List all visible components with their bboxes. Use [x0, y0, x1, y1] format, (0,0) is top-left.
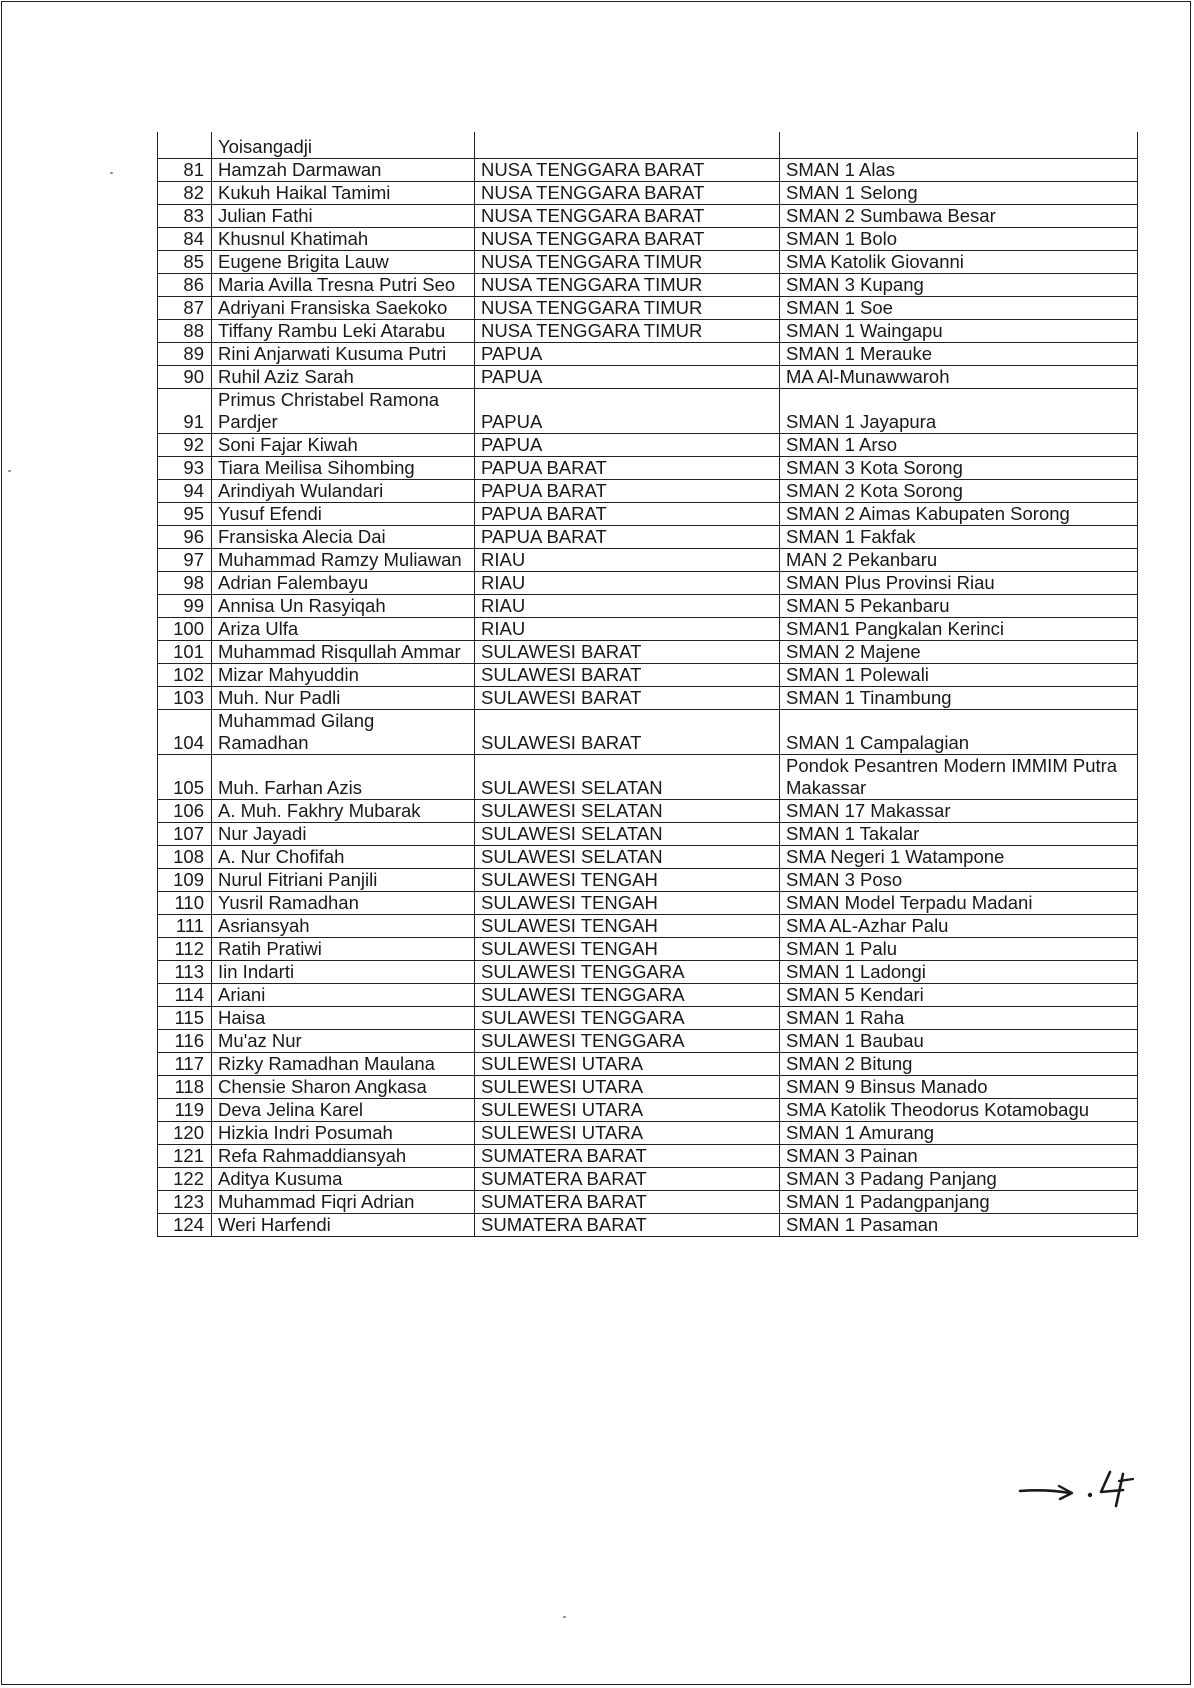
province-cell: SULAWESI TENGGARA	[475, 1007, 780, 1030]
school-cell: SMAN 1 Raha	[780, 1007, 1138, 1030]
table-row	[158, 503, 1138, 526]
province-cell: NUSA TENGGARA TIMUR	[475, 274, 780, 297]
participant-name-cell: Yusuf Efendi	[212, 503, 475, 526]
school-cell: MA Al-Munawwaroh	[780, 366, 1138, 389]
row-number-cell: 89	[158, 343, 212, 366]
row-number-cell: 88	[158, 320, 212, 343]
participant-name-cell: Tiffany Rambu Leki Atarabu	[212, 320, 475, 343]
participant-name-cell: Asriansyah	[212, 915, 475, 938]
table-row	[158, 274, 1138, 297]
participant-name-cell: Muhammad Gilang Ramadhan	[212, 710, 475, 755]
table-row	[158, 1099, 1138, 1122]
province-cell: RIAU	[475, 549, 780, 572]
school-cell	[780, 132, 1138, 159]
table-row	[158, 800, 1138, 823]
province-cell: SULAWESI TENGAH	[475, 892, 780, 915]
province-cell: SULAWESI TENGAH	[475, 915, 780, 938]
school-cell: SMAN 1 Fakfak	[780, 526, 1138, 549]
participant-name-cell: Nur Jayadi	[212, 823, 475, 846]
school-cell: SMAN 3 Poso	[780, 869, 1138, 892]
table-row	[158, 389, 1138, 434]
participant-name-cell: Rizky Ramadhan Maulana	[212, 1053, 475, 1076]
participant-name-cell: Rini Anjarwati Kusuma Putri	[212, 343, 475, 366]
school-cell: SMAN 1 Palu	[780, 938, 1138, 961]
row-number-cell: 99	[158, 595, 212, 618]
participant-table-body	[158, 132, 1138, 1237]
row-number-cell: 112	[158, 938, 212, 961]
province-cell: NUSA TENGGARA BARAT	[475, 182, 780, 205]
row-number-cell: 83	[158, 205, 212, 228]
row-number-cell: 102	[158, 664, 212, 687]
participant-name-cell: Primus Christabel Ramona Pardjer	[212, 389, 475, 434]
province-cell	[475, 132, 780, 159]
province-cell: PAPUA	[475, 389, 780, 434]
row-number-cell: 116	[158, 1030, 212, 1053]
school-cell: SMAN 1 Tinambung	[780, 687, 1138, 710]
province-cell: SUMATERA BARAT	[475, 1191, 780, 1214]
province-cell: RIAU	[475, 618, 780, 641]
participant-name-cell: Arindiyah Wulandari	[212, 480, 475, 503]
table-row	[158, 366, 1138, 389]
participant-name-cell: Muhammad Ramzy Muliawan	[212, 549, 475, 572]
row-number-cell: 120	[158, 1122, 212, 1145]
province-cell: SULEWESI UTARA	[475, 1076, 780, 1099]
row-number-cell: 118	[158, 1076, 212, 1099]
participant-name-cell: Julian Fathi	[212, 205, 475, 228]
school-cell: SMAN 2 Bitung	[780, 1053, 1138, 1076]
row-number-cell: 92	[158, 434, 212, 457]
row-number-cell: 81	[158, 159, 212, 182]
participant-name-cell: Ruhil Aziz Sarah	[212, 366, 475, 389]
table-row	[158, 710, 1138, 755]
province-cell: SULAWESI TENGGARA	[475, 984, 780, 1007]
participant-name-cell: Ratih Pratiwi	[212, 938, 475, 961]
province-cell: SULAWESI SELATAN	[475, 823, 780, 846]
province-cell: SUMATERA BARAT	[475, 1145, 780, 1168]
table-row	[158, 595, 1138, 618]
school-cell: SMA Katolik Giovanni	[780, 251, 1138, 274]
province-cell: SULAWESI TENGAH	[475, 869, 780, 892]
table-row	[158, 480, 1138, 503]
scan-speck	[563, 1616, 566, 1618]
participant-name-cell: Ariza Ulfa	[212, 618, 475, 641]
participant-name-cell: Chensie Sharon Angkasa	[212, 1076, 475, 1099]
school-cell: Pondok Pesantren Modern IMMIM Putra Makassar	[780, 755, 1138, 800]
school-cell: SMAN1 Pangkalan Kerinci	[780, 618, 1138, 641]
row-number-cell: 82	[158, 182, 212, 205]
school-cell: SMAN 1 Arso	[780, 434, 1138, 457]
participant-name-cell: Eugene Brigita Lauw	[212, 251, 475, 274]
school-cell: SMA Negeri 1 Watampone	[780, 846, 1138, 869]
row-number-cell: 109	[158, 869, 212, 892]
table-row	[158, 915, 1138, 938]
participant-name-cell: Mizar Mahyuddin	[212, 664, 475, 687]
table-row	[158, 205, 1138, 228]
participant-name-cell: Haisa	[212, 1007, 475, 1030]
school-cell: SMAN 1 Merauke	[780, 343, 1138, 366]
province-cell: PAPUA BARAT	[475, 503, 780, 526]
table-row	[158, 549, 1138, 572]
table-row	[158, 1122, 1138, 1145]
row-number-cell: 97	[158, 549, 212, 572]
table-row	[158, 846, 1138, 869]
row-number-cell: 110	[158, 892, 212, 915]
province-cell: SULEWESI UTARA	[475, 1122, 780, 1145]
row-number-cell: 90	[158, 366, 212, 389]
table-row	[158, 823, 1138, 846]
table-row	[158, 1168, 1138, 1191]
province-cell: SULEWESI UTARA	[475, 1053, 780, 1076]
participant-name-cell: A. Nur Chofifah	[212, 846, 475, 869]
row-number-cell: 93	[158, 457, 212, 480]
school-cell: SMA AL-Azhar Palu	[780, 915, 1138, 938]
province-cell: PAPUA BARAT	[475, 457, 780, 480]
school-cell: MAN 2 Pekanbaru	[780, 549, 1138, 572]
table-row	[158, 938, 1138, 961]
province-cell: SULAWESI BARAT	[475, 710, 780, 755]
row-number-cell: 122	[158, 1168, 212, 1191]
table-row	[158, 228, 1138, 251]
row-number-cell: 106	[158, 800, 212, 823]
school-cell: SMA Katolik Theodorus Kotamobagu	[780, 1099, 1138, 1122]
school-cell: SMAN 1 Campalagian	[780, 710, 1138, 755]
participant-name-cell: Muh. Nur Padli	[212, 687, 475, 710]
participant-name-cell: Yoisangadji	[212, 132, 475, 159]
province-cell: SULAWESI BARAT	[475, 687, 780, 710]
school-cell: SMAN 1 Alas	[780, 159, 1138, 182]
table-row	[158, 1145, 1138, 1168]
participant-name-cell: Muh. Farhan Azis	[212, 755, 475, 800]
table-row	[158, 434, 1138, 457]
province-cell: PAPUA	[475, 434, 780, 457]
participant-name-cell: Hizkia Indri Posumah	[212, 1122, 475, 1145]
school-cell: SMAN 2 Sumbawa Besar	[780, 205, 1138, 228]
table-row	[158, 1076, 1138, 1099]
school-cell: SMAN 1 Padangpanjang	[780, 1191, 1138, 1214]
row-number-cell: 124	[158, 1214, 212, 1237]
participant-name-cell: Tiara Meilisa Sihombing	[212, 457, 475, 480]
table-row	[158, 343, 1138, 366]
table-row	[158, 869, 1138, 892]
school-cell: SMAN 9 Binsus Manado	[780, 1076, 1138, 1099]
row-number-cell: 123	[158, 1191, 212, 1214]
row-number-cell: 95	[158, 503, 212, 526]
province-cell: SULAWESI TENGGARA	[475, 1030, 780, 1053]
province-cell: PAPUA	[475, 366, 780, 389]
province-cell: SULAWESI TENGAH	[475, 938, 780, 961]
table-row	[158, 182, 1138, 205]
province-cell: NUSA TENGGARA TIMUR	[475, 320, 780, 343]
table-row	[158, 984, 1138, 1007]
table-row	[158, 1053, 1138, 1076]
table-row	[158, 1214, 1138, 1237]
row-number-cell: 117	[158, 1053, 212, 1076]
school-cell: SMAN 1 Takalar	[780, 823, 1138, 846]
table-row	[158, 297, 1138, 320]
participant-name-cell: Aditya Kusuma	[212, 1168, 475, 1191]
row-number-cell: 115	[158, 1007, 212, 1030]
province-cell: RIAU	[475, 572, 780, 595]
province-cell: SULEWESI UTARA	[475, 1099, 780, 1122]
table-row-continued	[158, 132, 1138, 159]
school-cell: SMAN 1 Jayapura	[780, 389, 1138, 434]
table-row	[158, 526, 1138, 549]
school-cell: SMAN 2 Aimas Kabupaten Sorong	[780, 503, 1138, 526]
participant-name-cell: Maria Avilla Tresna Putri Seo	[212, 274, 475, 297]
province-cell: PAPUA	[475, 343, 780, 366]
province-cell: NUSA TENGGARA TIMUR	[475, 297, 780, 320]
row-number-cell: 86	[158, 274, 212, 297]
participant-name-cell: Yusril Ramadhan	[212, 892, 475, 915]
participant-name-cell: Khusnul Khatimah	[212, 228, 475, 251]
participant-name-cell: Muhammad Fiqri Adrian	[212, 1191, 475, 1214]
participant-name-cell: Fransiska Alecia Dai	[212, 526, 475, 549]
row-number-cell: 85	[158, 251, 212, 274]
province-cell: NUSA TENGGARA BARAT	[475, 228, 780, 251]
participant-name-cell: Refa Rahmaddiansyah	[212, 1145, 475, 1168]
table-row	[158, 572, 1138, 595]
handwritten-page-marker	[1015, 1462, 1155, 1512]
table-row	[158, 1191, 1138, 1214]
participant-name-cell: Kukuh Haikal Tamimi	[212, 182, 475, 205]
row-number-cell: 103	[158, 687, 212, 710]
participant-name-cell: Deva Jelina Karel	[212, 1099, 475, 1122]
row-number-cell: 94	[158, 480, 212, 503]
province-cell: PAPUA BARAT	[475, 526, 780, 549]
row-number-cell: 96	[158, 526, 212, 549]
participant-name-cell: Adrian Falembayu	[212, 572, 475, 595]
row-number-cell: 114	[158, 984, 212, 1007]
row-number-cell: 113	[158, 961, 212, 984]
school-cell: SMAN 3 Kota Sorong	[780, 457, 1138, 480]
table-row	[158, 618, 1138, 641]
school-cell: SMAN Plus Provinsi Riau	[780, 572, 1138, 595]
province-cell: SULAWESI TENGGARA	[475, 961, 780, 984]
scan-speck	[8, 470, 11, 472]
table-row	[158, 1007, 1138, 1030]
school-cell: SMAN 1 Baubau	[780, 1030, 1138, 1053]
school-cell: SMAN Model Terpadu Madani	[780, 892, 1138, 915]
row-number-cell: 91	[158, 389, 212, 434]
participant-table	[157, 132, 1138, 1237]
school-cell: SMAN 5 Kendari	[780, 984, 1138, 1007]
table-row	[158, 320, 1138, 343]
row-number-cell: 87	[158, 297, 212, 320]
row-number-cell: 107	[158, 823, 212, 846]
province-cell: NUSA TENGGARA BARAT	[475, 159, 780, 182]
school-cell: SMAN 1 Polewali	[780, 664, 1138, 687]
participant-name-cell: A. Muh. Fakhry Mubarak	[212, 800, 475, 823]
row-number-cell: 111	[158, 915, 212, 938]
school-cell: SMAN 17 Makassar	[780, 800, 1138, 823]
province-cell: NUSA TENGGARA BARAT	[475, 205, 780, 228]
school-cell: SMAN 1 Amurang	[780, 1122, 1138, 1145]
table-row	[158, 892, 1138, 915]
school-cell: SMAN 1 Waingapu	[780, 320, 1138, 343]
school-cell: SMAN 1 Selong	[780, 182, 1138, 205]
row-number-cell	[158, 132, 212, 159]
table-row	[158, 1030, 1138, 1053]
school-cell: SMAN 5 Pekanbaru	[780, 595, 1138, 618]
province-cell: SUMATERA BARAT	[475, 1214, 780, 1237]
school-cell: SMAN 1 Pasaman	[780, 1214, 1138, 1237]
province-cell: NUSA TENGGARA TIMUR	[475, 251, 780, 274]
participant-name-cell: Adriyani Fransiska Saekoko	[212, 297, 475, 320]
participant-name-cell: Iin Indarti	[212, 961, 475, 984]
row-number-cell: 121	[158, 1145, 212, 1168]
scan-speck	[110, 172, 113, 174]
province-cell: PAPUA BARAT	[475, 480, 780, 503]
row-number-cell: 105	[158, 755, 212, 800]
province-cell: SULAWESI BARAT	[475, 641, 780, 664]
school-cell: SMAN 1 Soe	[780, 297, 1138, 320]
school-cell: SMAN 2 Kota Sorong	[780, 480, 1138, 503]
participant-name-cell: Hamzah Darmawan	[212, 159, 475, 182]
table-row	[158, 457, 1138, 480]
table-row	[158, 641, 1138, 664]
participant-name-cell: Soni Fajar Kiwah	[212, 434, 475, 457]
table-row	[158, 664, 1138, 687]
participant-name-cell: Nurul Fitriani Panjili	[212, 869, 475, 892]
participant-name-cell: Weri Harfendi	[212, 1214, 475, 1237]
table-row	[158, 687, 1138, 710]
province-cell: RIAU	[475, 595, 780, 618]
row-number-cell: 104	[158, 710, 212, 755]
table-row	[158, 961, 1138, 984]
province-cell: SULAWESI SELATAN	[475, 846, 780, 869]
province-cell: SULAWESI SELATAN	[475, 800, 780, 823]
school-cell: SMAN 1 Ladongi	[780, 961, 1138, 984]
school-cell: SMAN 1 Bolo	[780, 228, 1138, 251]
participant-name-cell: Muhammad Risqullah Ammar	[212, 641, 475, 664]
table-row	[158, 159, 1138, 182]
row-number-cell: 100	[158, 618, 212, 641]
province-cell: SUMATERA BARAT	[475, 1168, 780, 1191]
table-row	[158, 755, 1138, 800]
school-cell: SMAN 3 Painan	[780, 1145, 1138, 1168]
row-number-cell: 98	[158, 572, 212, 595]
province-cell: SULAWESI BARAT	[475, 664, 780, 687]
row-number-cell: 84	[158, 228, 212, 251]
school-cell: SMAN 3 Kupang	[780, 274, 1138, 297]
school-cell: SMAN 3 Padang Panjang	[780, 1168, 1138, 1191]
row-number-cell: 108	[158, 846, 212, 869]
participant-name-cell: Ariani	[212, 984, 475, 1007]
participant-name-cell: Annisa Un Rasyiqah	[212, 595, 475, 618]
school-cell: SMAN 2 Majene	[780, 641, 1138, 664]
participant-name-cell: Mu'az Nur	[212, 1030, 475, 1053]
table-row	[158, 251, 1138, 274]
province-cell: SULAWESI SELATAN	[475, 755, 780, 800]
row-number-cell: 101	[158, 641, 212, 664]
row-number-cell: 119	[158, 1099, 212, 1122]
